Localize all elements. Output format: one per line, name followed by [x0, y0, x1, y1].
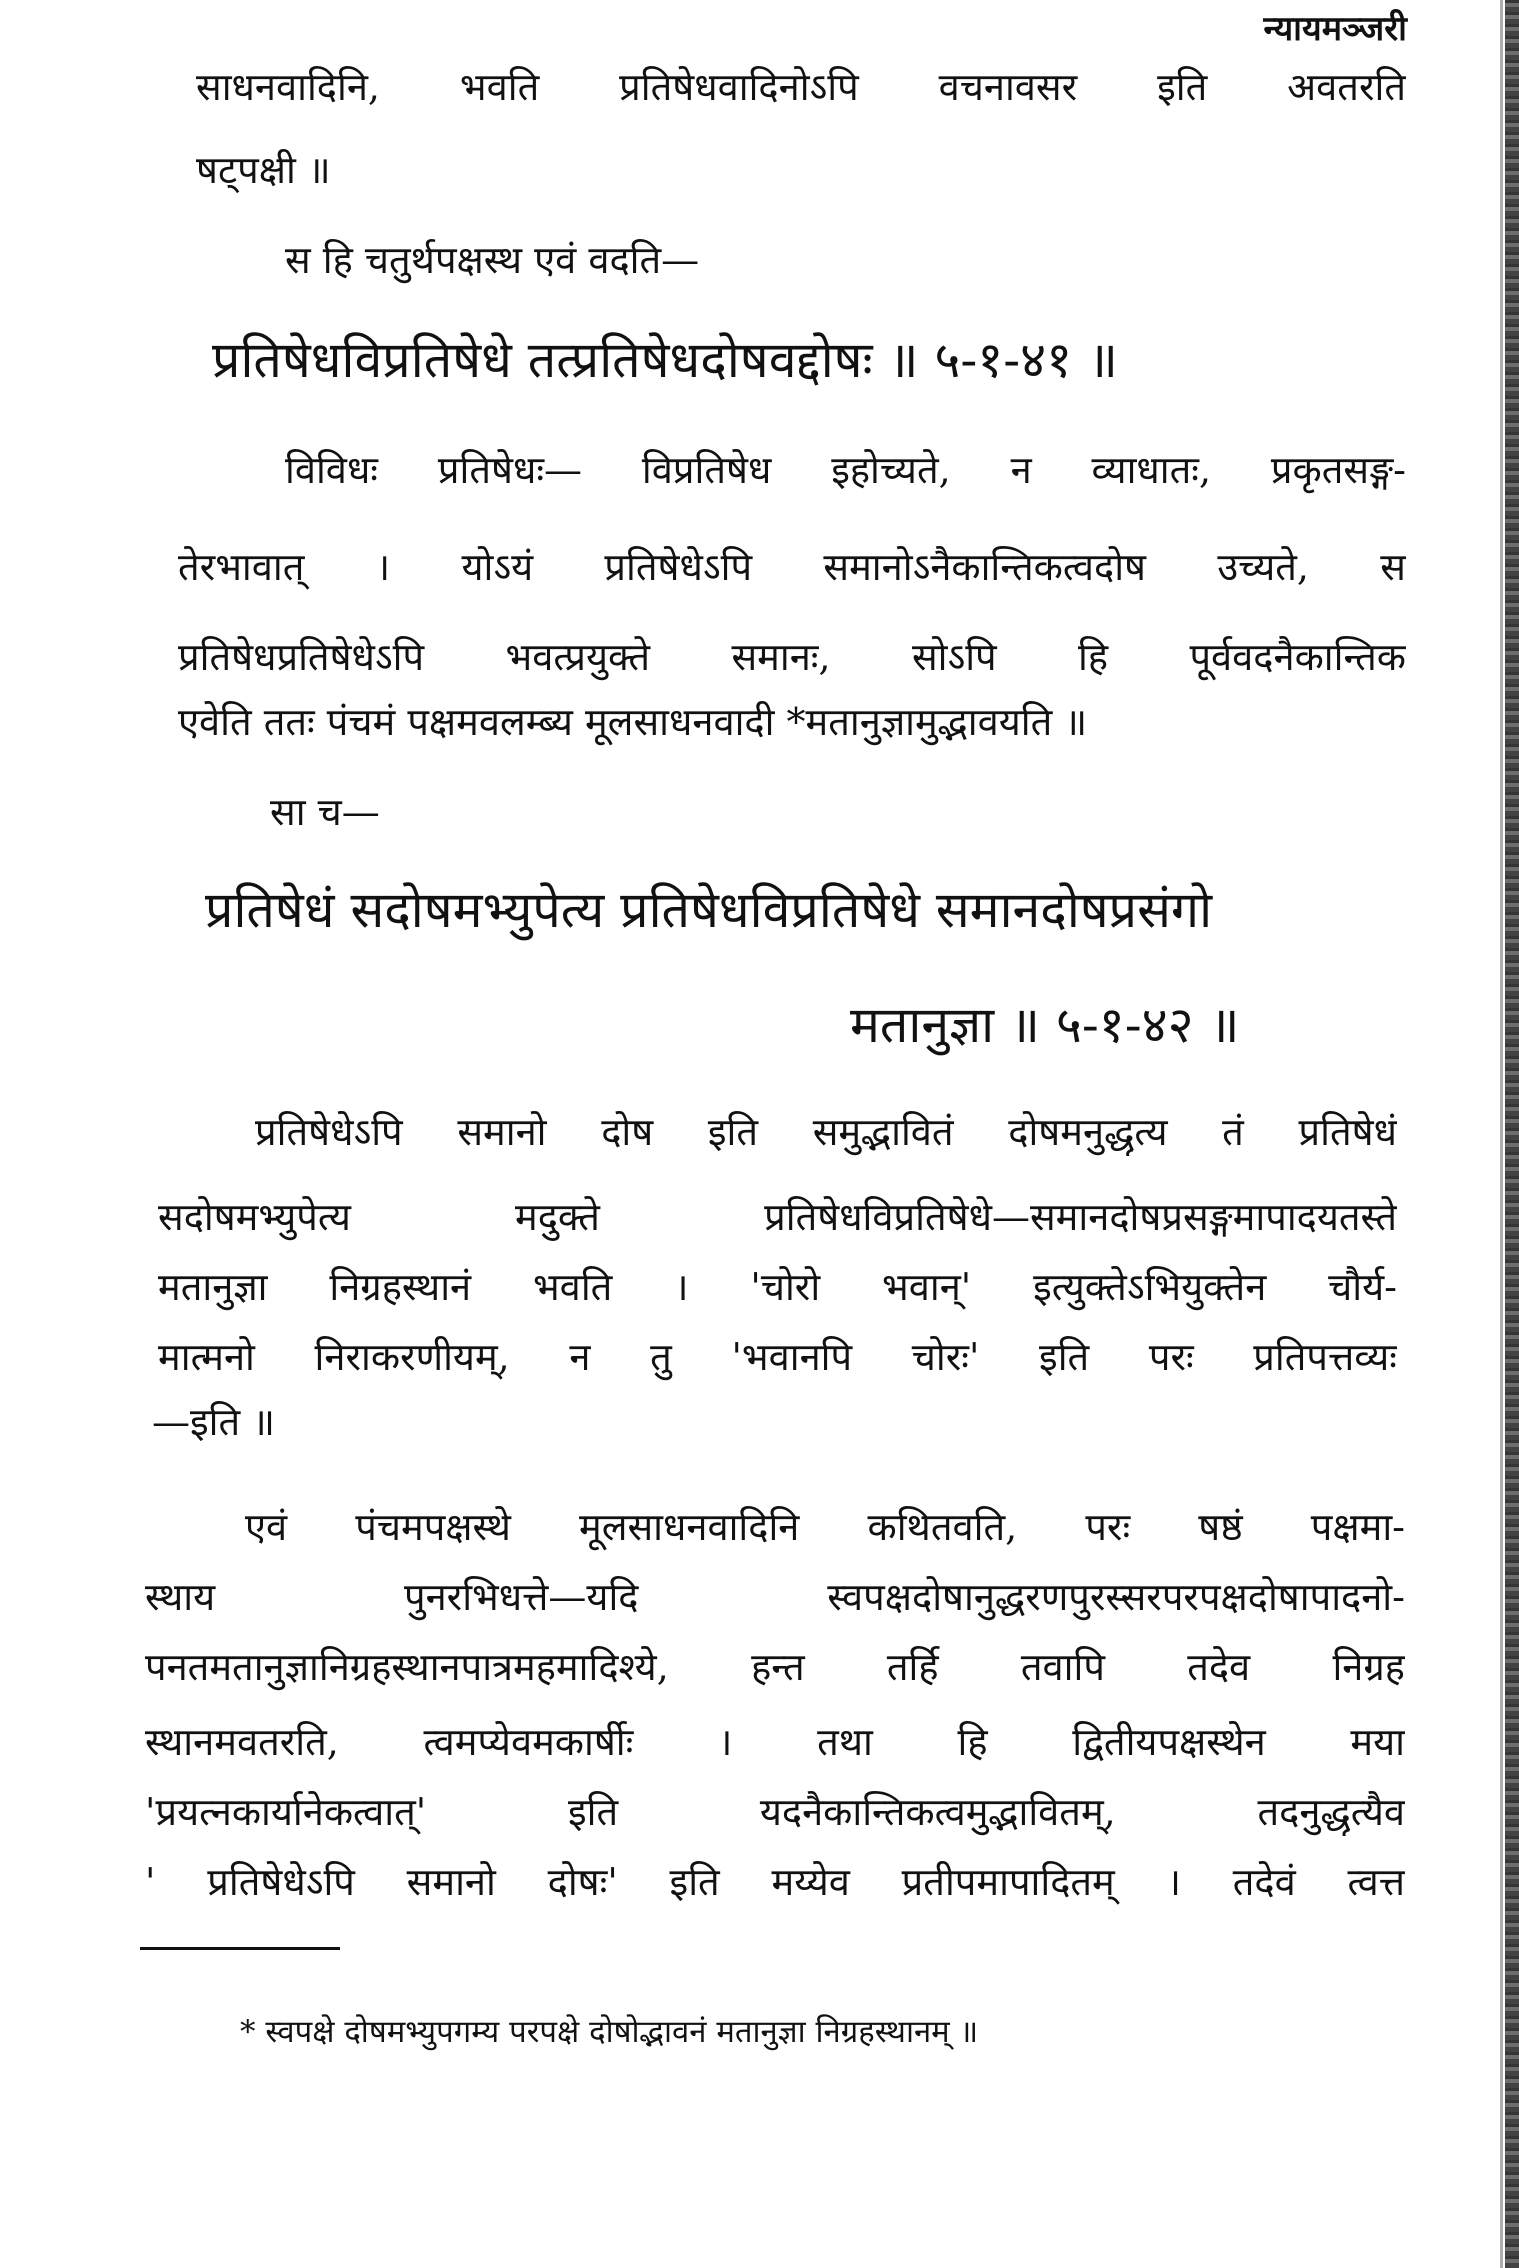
- text-line: साधनवादिनि, भवति प्रतिषेधवादिनोऽपि वचनावसर इति अवतरति: [196, 65, 1406, 109]
- text-line: मतानुज्ञा निग्रहस्थानं भवति । 'चोरो भवान्' इत्युक्तेऽभियुक्तेन चौर्य-: [158, 1265, 1397, 1309]
- text-line: ' प्रतिषेधेऽपि समानो दोषः' इति मय्येव प्रतीपमापादितम् । तदेवं त्वत्त: [145, 1860, 1405, 1904]
- sutra-line: प्रतिषेधविप्रतिषेधे तत्प्रतिषेधदोषवद्दोषः ॥ ५-१-४१ ॥: [212, 331, 1119, 389]
- footnote: * स्वपक्षे दोषमभ्युपगम्य परपक्षे दोषोद्भावनं मतानुज्ञा निग्रहस्थानम् ॥: [240, 2014, 979, 2050]
- text-line: स हि चतुर्थपक्षस्थ एवं वदति—: [285, 238, 700, 282]
- text-line: प्रतिषेधप्रतिषेधेऽपि भवत्प्रयुक्ते समानः, सोऽपि हि पूर्ववदनैकान्तिक: [178, 635, 1406, 679]
- text-line: एवं पंचमपक्षस्थे मूलसाधनवादिनि कथितवति, परः षष्ठं पक्षमा-: [245, 1505, 1405, 1549]
- text-line: विविधः प्रतिषेधः— विप्रतिषेध इहोच्यते, न व्याधातः, प्रकृतसङ्ग-: [285, 448, 1406, 492]
- text-line: पनतमतानुज्ञानिग्रहस्थानपात्रमहमादिश्ये, हन्त तर्हि तवापि तदेव निग्रह: [145, 1645, 1405, 1689]
- footnote-rule: [140, 1947, 340, 1950]
- text-line: तेरभावात् । योऽयं प्रतिषेधेऽपि समानोऽनैकान्तिकत्वदोष उच्यते, स: [178, 545, 1406, 589]
- sutra-line: प्रतिषेधं सदोषमभ्युपेत्य प्रतिषेधविप्रतिषेधे समानदोषप्रसंगो: [205, 881, 1213, 939]
- text-line: 'प्रयत्नकार्यानेकत्वात्' इति यदनैकान्तिकत्वमुद्भावितम्, तदनुद्धृत्यैव: [145, 1790, 1405, 1834]
- running-head: न्यायमञ्जरी: [1263, 9, 1407, 49]
- text-line: मात्मनो निराकरणीयम्, न तु 'भवानपि चोरः' इति परः प्रतिपत्तव्यः: [158, 1335, 1397, 1379]
- text-line: षट्पक्षी ॥: [196, 148, 331, 192]
- binding-edge: [1505, 0, 1519, 2268]
- sutra-line: मतानुज्ञा ॥ ५-१-४२ ॥: [850, 996, 1240, 1054]
- text-line: सा च—: [270, 790, 380, 834]
- text-line: स्थानमवतरति, त्वमप्येवमकार्षीः । तथा हि द्वितीयपक्षस्थेन मया: [145, 1720, 1405, 1764]
- text-line: —इति ॥: [152, 1400, 276, 1444]
- text-line: एवेति ततः पंचमं पक्षमवलम्ब्य मूलसाधनवादी *मतानुज्ञामुद्भावयति ॥: [178, 700, 1088, 744]
- binding-edge-shadow: [1500, 0, 1503, 2268]
- text-line: स्थाय पुनरभिधत्ते—यदि स्वपक्षदोषानुद्धरणपुरस्सरपरपक्षदोषापादनो-: [145, 1575, 1405, 1619]
- text-line: सदोषमभ्युपेत्य मदुक्ते प्रतिषेधविप्रतिषेधे—समानदोषप्रसङ्गमापादयतस्ते: [158, 1195, 1397, 1239]
- text-line: प्रतिषेधेऽपि समानो दोष इति समुद्भावितं दोषमनुद्धृत्य तं प्रतिषेधं: [255, 1110, 1397, 1154]
